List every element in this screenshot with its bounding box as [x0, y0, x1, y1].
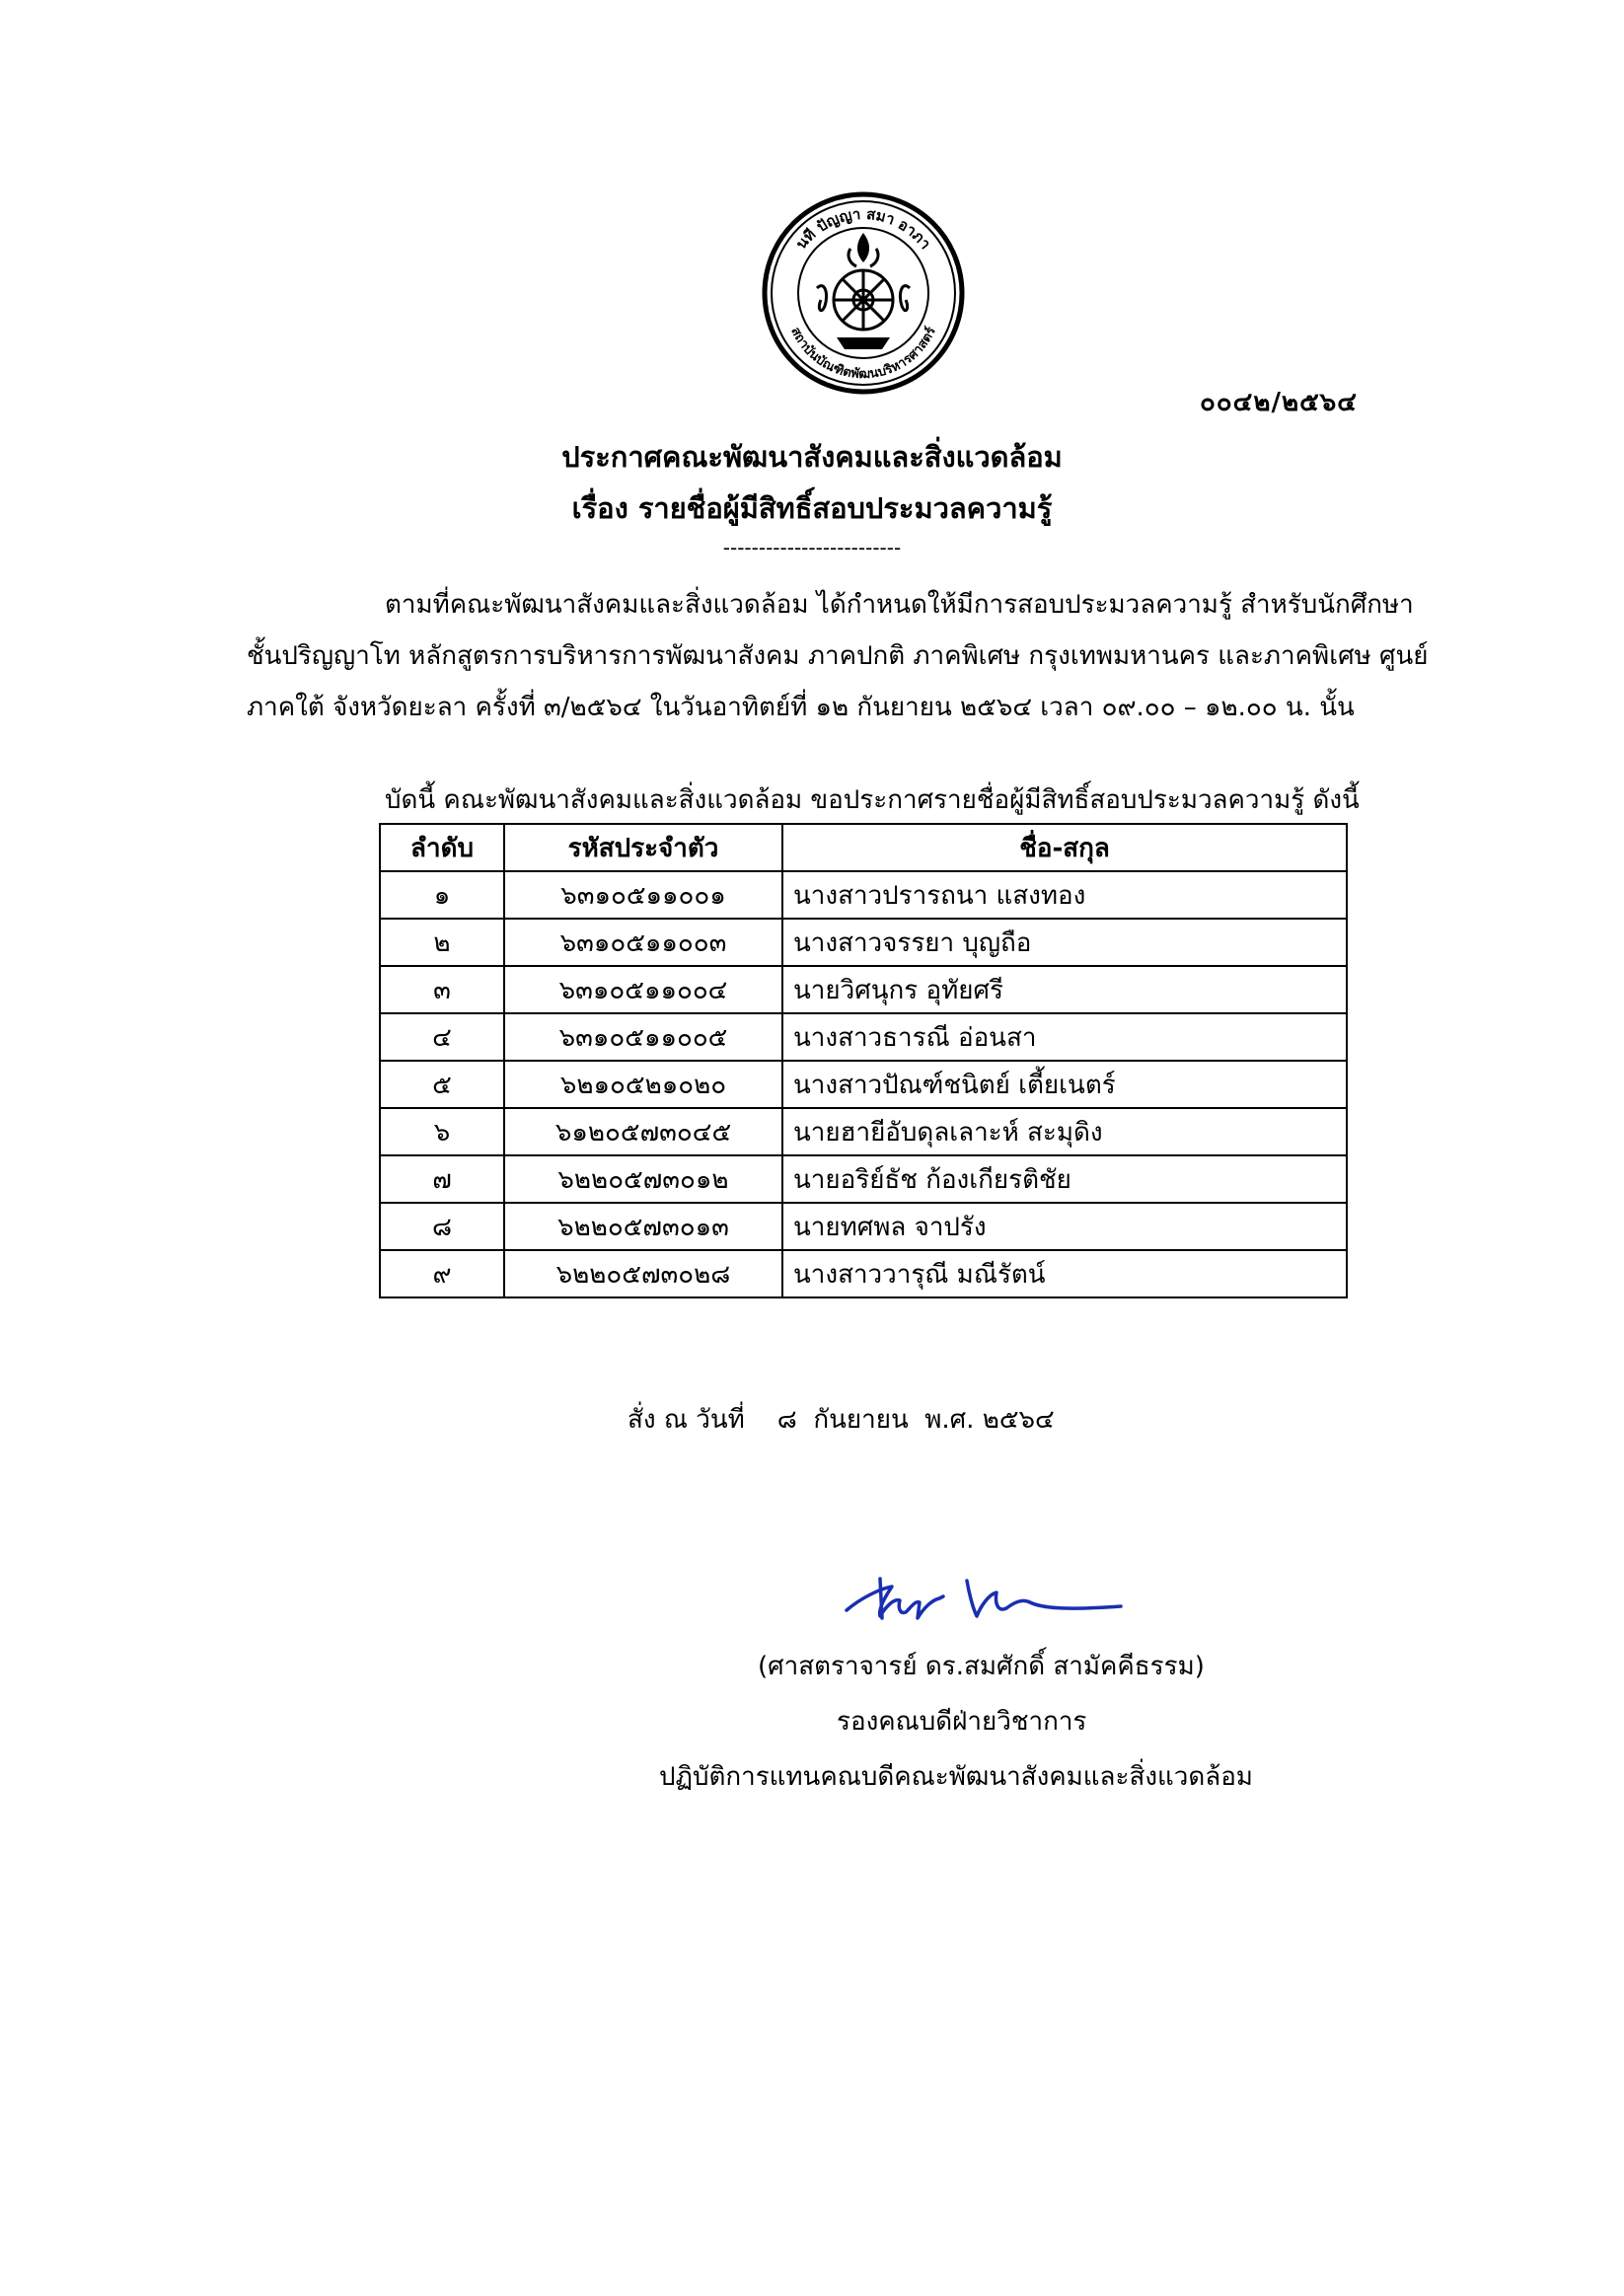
header-index: ลำดับ — [380, 824, 504, 871]
row-name: นายวิศนุกร อุทัยศรี — [782, 966, 1347, 1013]
announcement-subject: เรื่อง รายชื่อผู้มีสิทธิ์สอบประมวลความรู้ — [571, 491, 1053, 525]
institution-seal — [760, 189, 967, 397]
row-name: นายทศพล จาปรัง — [782, 1203, 1347, 1250]
row-student-id: ๖๑๒๐๕๗๓๐๔๕ — [504, 1108, 782, 1155]
table-header-row — [380, 824, 1347, 871]
row-student-id: ๖๒๒๐๕๗๓๐๒๘ — [504, 1250, 782, 1297]
table-row — [380, 1250, 1347, 1297]
table-row — [380, 1061, 1347, 1108]
row-index: ๖ — [380, 1108, 504, 1155]
row-index: ๔ — [380, 1013, 504, 1061]
row-index: ๘ — [380, 1203, 504, 1250]
row-student-id: ๖๒๑๐๕๒๑๐๒๐ — [504, 1061, 782, 1108]
row-index: ๗ — [380, 1155, 504, 1203]
row-name: นางสาวจรรยา บุญถือ — [782, 919, 1347, 966]
row-name: นางสาวธารณี อ่อนสา — [782, 1013, 1347, 1061]
divider-line: ------------------------- — [722, 536, 902, 559]
row-index: ๑ — [380, 871, 504, 919]
table-row — [380, 871, 1347, 919]
row-index: ๓ — [380, 966, 504, 1013]
eligible-students-table — [379, 823, 1348, 1298]
row-index: ๒ — [380, 919, 504, 966]
header-name: ชื่อ-สกุล — [782, 824, 1347, 871]
body-paragraph-line-2: ชั้นปริญญาโท หลักสูตรการบริหารการพัฒนาสังคม ภาคปกติ ภาคพิเศษ กรุงเทพมหานคร และภาคพิเศษ ศูนย์ — [247, 641, 1429, 671]
row-student-id: ๖๒๒๐๕๗๓๐๑๓ — [504, 1203, 782, 1250]
row-student-id: ๖๓๑๐๕๑๑๐๐๓ — [504, 919, 782, 966]
row-student-id: ๖๓๑๐๕๑๑๐๐๔ — [504, 966, 782, 1013]
signatory-position: รองคณบดีฝ่ายวิชาการ — [837, 1707, 1087, 1737]
row-student-id: ๖๓๑๐๕๑๑๐๐๑ — [504, 871, 782, 919]
row-student-id: ๖๒๒๐๕๗๓๐๑๒ — [504, 1155, 782, 1203]
table-row — [380, 1203, 1347, 1250]
row-name: นางสาวปัณฑ์ชนิตย์ เตี้ยเนตร์ — [782, 1061, 1347, 1108]
announcement-title: ประกาศคณะพัฒนาสังคมและสิ่งแวดล้อม — [561, 440, 1063, 474]
row-name: นายอริย์ธัช ก้องเกียรติชัย — [782, 1155, 1347, 1203]
given-date-line: สั่ง ณ วันที่ ๘ กันยายน พ.ศ. ๒๕๖๔ — [627, 1405, 1055, 1435]
table-row — [380, 1013, 1347, 1061]
table-row — [380, 919, 1347, 966]
svg-text:นที ปัญญา สมา อาภา: นที ปัญญา สมา อาภา — [791, 204, 935, 253]
header-student-id: รหัสประจำตัว — [504, 824, 782, 871]
row-name: นางสาวปรารถนา แสงทอง — [782, 871, 1347, 919]
table-row — [380, 966, 1347, 1013]
table-row — [380, 1155, 1347, 1203]
svg-text:สถาบันบัณฑิตพัฒนบริหารศาสตร์: สถาบันบัณฑิตพัฒนบริหารศาสตร์ — [787, 325, 939, 383]
body-paragraph-line-1: ตามที่คณะพัฒนาสังคมและสิ่งแวดล้อม ได้กำหนดให้มีการสอบประมวลความรู้ สำหรับนักศึกษา — [385, 590, 1414, 620]
signatory-name: (ศาสตราจารย์ ดร.สมศักดิ์ สามัคคีธรรม) — [758, 1652, 1205, 1681]
signatory-acting-as: ปฏิบัติการแทนคณบดีคณะพัฒนาสังคมและสิ่งแวดล้อม — [659, 1762, 1253, 1792]
document-number: ๐๐๔๒/๒๕๖๔ — [1199, 388, 1358, 417]
table-row — [380, 1108, 1347, 1155]
list-intro-paragraph: บัดนี้ คณะพัฒนาสังคมและสิ่งแวดล้อม ขอประกาศรายชื่อผู้มีสิทธิ์สอบประมวลความรู้ ดังนี้ — [385, 785, 1360, 815]
row-name: นางสาววารุณี มณีรัตน์ — [782, 1250, 1347, 1297]
row-index: ๙ — [380, 1250, 504, 1297]
body-paragraph-line-3: ภาคใต้ จังหวัดยะลา ครั้งที่ ๓/๒๕๖๔ ในวันอาทิตย์ที่ ๑๒ กันยายน ๒๕๖๔ เวลา ๐๙.๐๐ – ๑๒.๐๐ น. นั้น — [247, 693, 1355, 722]
row-name: นายฮายีอับดุลเลาะห์ สะมุดิง — [782, 1108, 1347, 1155]
row-index: ๕ — [380, 1061, 504, 1108]
row-student-id: ๖๓๑๐๕๑๑๐๐๕ — [504, 1013, 782, 1061]
handwritten-signature — [841, 1559, 1127, 1628]
